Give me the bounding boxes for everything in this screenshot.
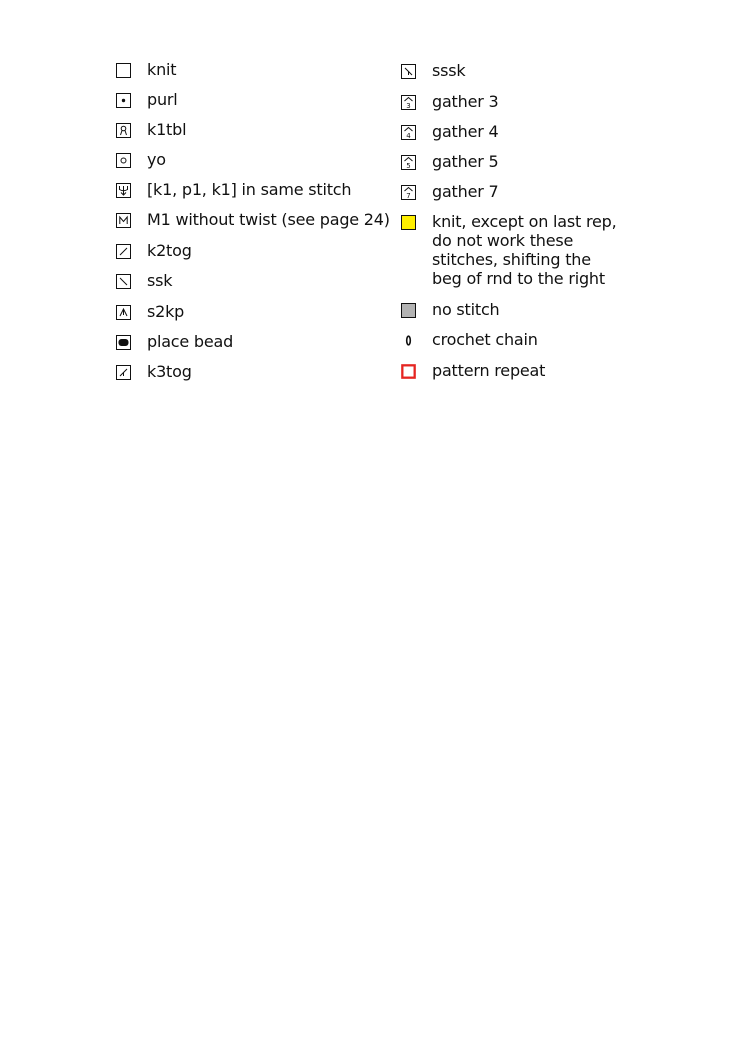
legend-item-gather-7 [401,182,498,202]
yellow-square-icon [401,215,416,230]
legend-item-place-bead [116,332,233,352]
gather-5-icon [401,155,416,170]
red-outline-square-icon [401,364,416,379]
sssk-icon [401,64,416,79]
legend-item-m1 [116,210,390,230]
legend-label: gather 4 [432,122,499,141]
place-bead-icon [116,335,131,350]
legend-label: s2kp [147,302,185,321]
s2kp-icon [116,305,131,320]
legend-item-knit [116,60,176,80]
legend-item-pattern-repeat [401,361,545,381]
k1tbl-icon [116,123,131,138]
gather-7-icon [401,185,416,200]
legend-item-s2kp [116,302,184,322]
crochet-chain-icon [401,333,416,348]
legend-item-yo [116,150,166,170]
svg-text:4: 4 [406,132,411,140]
legend-item-gather-3 [401,92,498,112]
legend-label: knit [147,60,177,79]
legend-label: gather 7 [432,182,499,201]
legend-label: k2tog [147,241,192,260]
legend-label: pattern repeat [432,361,546,380]
legend-item-k2tog [116,241,192,261]
legend-label: gather 5 [432,152,499,171]
legend-label: crochet chain [432,330,538,349]
legend-item-knit-except-last-rep [401,212,617,288]
svg-text:5: 5 [406,162,411,170]
legend-item-gather-4 [401,122,498,142]
legend-label: no stitch [432,300,500,319]
svg-text:7: 7 [406,192,411,200]
legend-label: k3tog [147,362,192,381]
svg-text:3: 3 [406,102,411,110]
legend-label: purl [147,90,178,109]
legend-label: yo [147,150,166,169]
legend-item-no-stitch [401,300,499,320]
legend-item-gather-5 [401,152,498,172]
legend-label: place bead [147,332,234,351]
legend-label: gather 3 [432,92,499,111]
legend-label: M1 without twist (see page 24) [147,210,390,229]
legend-item-k1tbl [116,120,186,140]
yo-icon [116,153,131,168]
knit-icon [116,63,131,78]
legend-item-sssk [401,61,465,81]
legend-item-ssk [116,271,172,291]
gather-3-icon [401,95,416,110]
ssk-icon [116,274,131,289]
k1-p1-k1-icon [116,183,131,198]
legend-item-purl [116,90,178,110]
legend-item-k1-p1-k1 [116,180,351,200]
gray-square-icon [401,303,416,318]
legend-label: sssk [432,61,466,80]
gather-4-icon [401,125,416,140]
legend-item-crochet-chain [401,330,538,350]
m1-icon [116,213,131,228]
legend-label: [k1, p1, k1] in same stitch [147,180,352,199]
legend-label: ssk [147,271,173,290]
legend-item-k3tog [116,362,192,382]
legend-label: knit, except on last rep, do not work these stitches, shifting the beg of rnd to the right [432,212,617,288]
legend-label: k1tbl [147,120,187,139]
k2tog-icon [116,244,131,259]
k3tog-icon [116,365,131,380]
purl-icon [116,93,131,108]
